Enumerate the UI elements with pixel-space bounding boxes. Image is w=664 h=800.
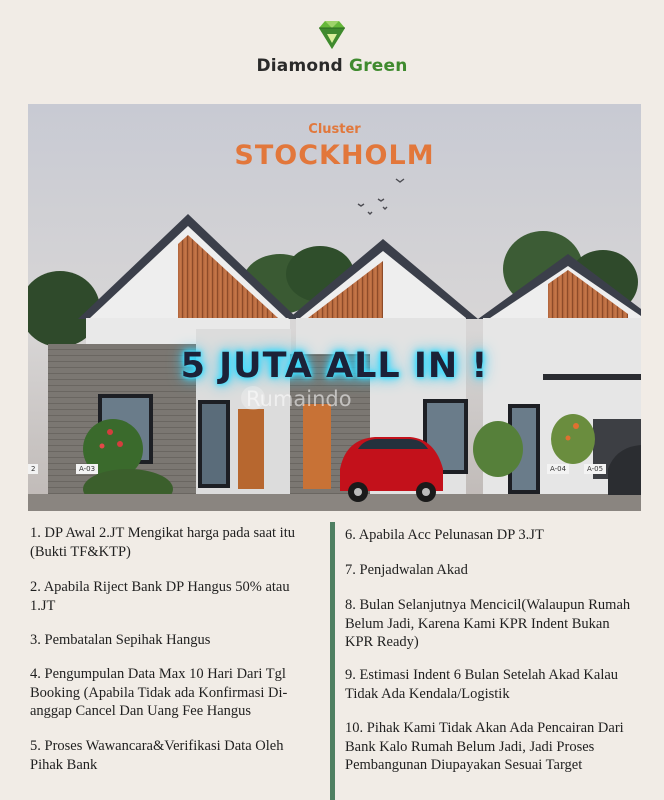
brand-name: Diamond Green <box>256 56 408 76</box>
unit-plate: A-03 <box>76 464 98 474</box>
diamond-logo-icon <box>315 18 349 52</box>
brand-logo <box>0 18 664 76</box>
term-item: 10. Pihak Kami Tidak Akan Ada Pencairan Dari Bank Kalo Rumah Belum Jadi, Jadi Proses Pembangunan Diupayakan Sesuai Target <box>345 720 624 773</box>
unit-plate: A-04 <box>547 464 569 474</box>
unit-plate: 2 <box>28 464 38 474</box>
term-item: 8. Bulan Selanjutnya Mencicil(Walaupun Rumah Belum Jadi, Karena Kami KPR Indent Bukan KPR Ready) <box>345 597 631 650</box>
term-item: 9. Estimasi Indent 6 Bulan Setelah Akad Kalau Tidak Ada Kendala/Logistik <box>345 667 619 702</box>
cluster-label: Cluster <box>308 122 361 137</box>
cluster-name: STOCKHOLM <box>234 140 435 171</box>
hero-image <box>28 104 641 511</box>
column-divider <box>330 522 335 800</box>
term-item: 2. Apabila Riject Bank DP Hangus 50% atau 1.JT <box>30 579 290 614</box>
terms-section <box>30 518 640 800</box>
unit-plate: A-05 <box>584 464 606 474</box>
term-item: 6. Apabila Acc Pelunasan DP 3.JT <box>345 527 544 543</box>
term-item: 4. Pengumpulan Data Max 10 Hari Dari Tgl Booking (Apabila Tidak ada Konfirmasi Di-anggap Cancel Dan Uang Fee Hangus <box>30 666 288 719</box>
term-item: 3. Pembatalan Sepihak Hangus <box>30 632 211 648</box>
watermark: Rumaindo <box>246 387 352 411</box>
term-item: 7. Penjadwalan Akad <box>345 562 468 578</box>
term-item: 5. Proses Wawancara&Verifikasi Data Oleh Pihak Bank <box>30 738 284 773</box>
term-item: 1. DP Awal 2.JT Mengikat harga pada saat itu (Bukti TF&KTP) <box>30 525 295 560</box>
promo-headline: 5 JUTA ALL IN ! <box>180 346 489 386</box>
